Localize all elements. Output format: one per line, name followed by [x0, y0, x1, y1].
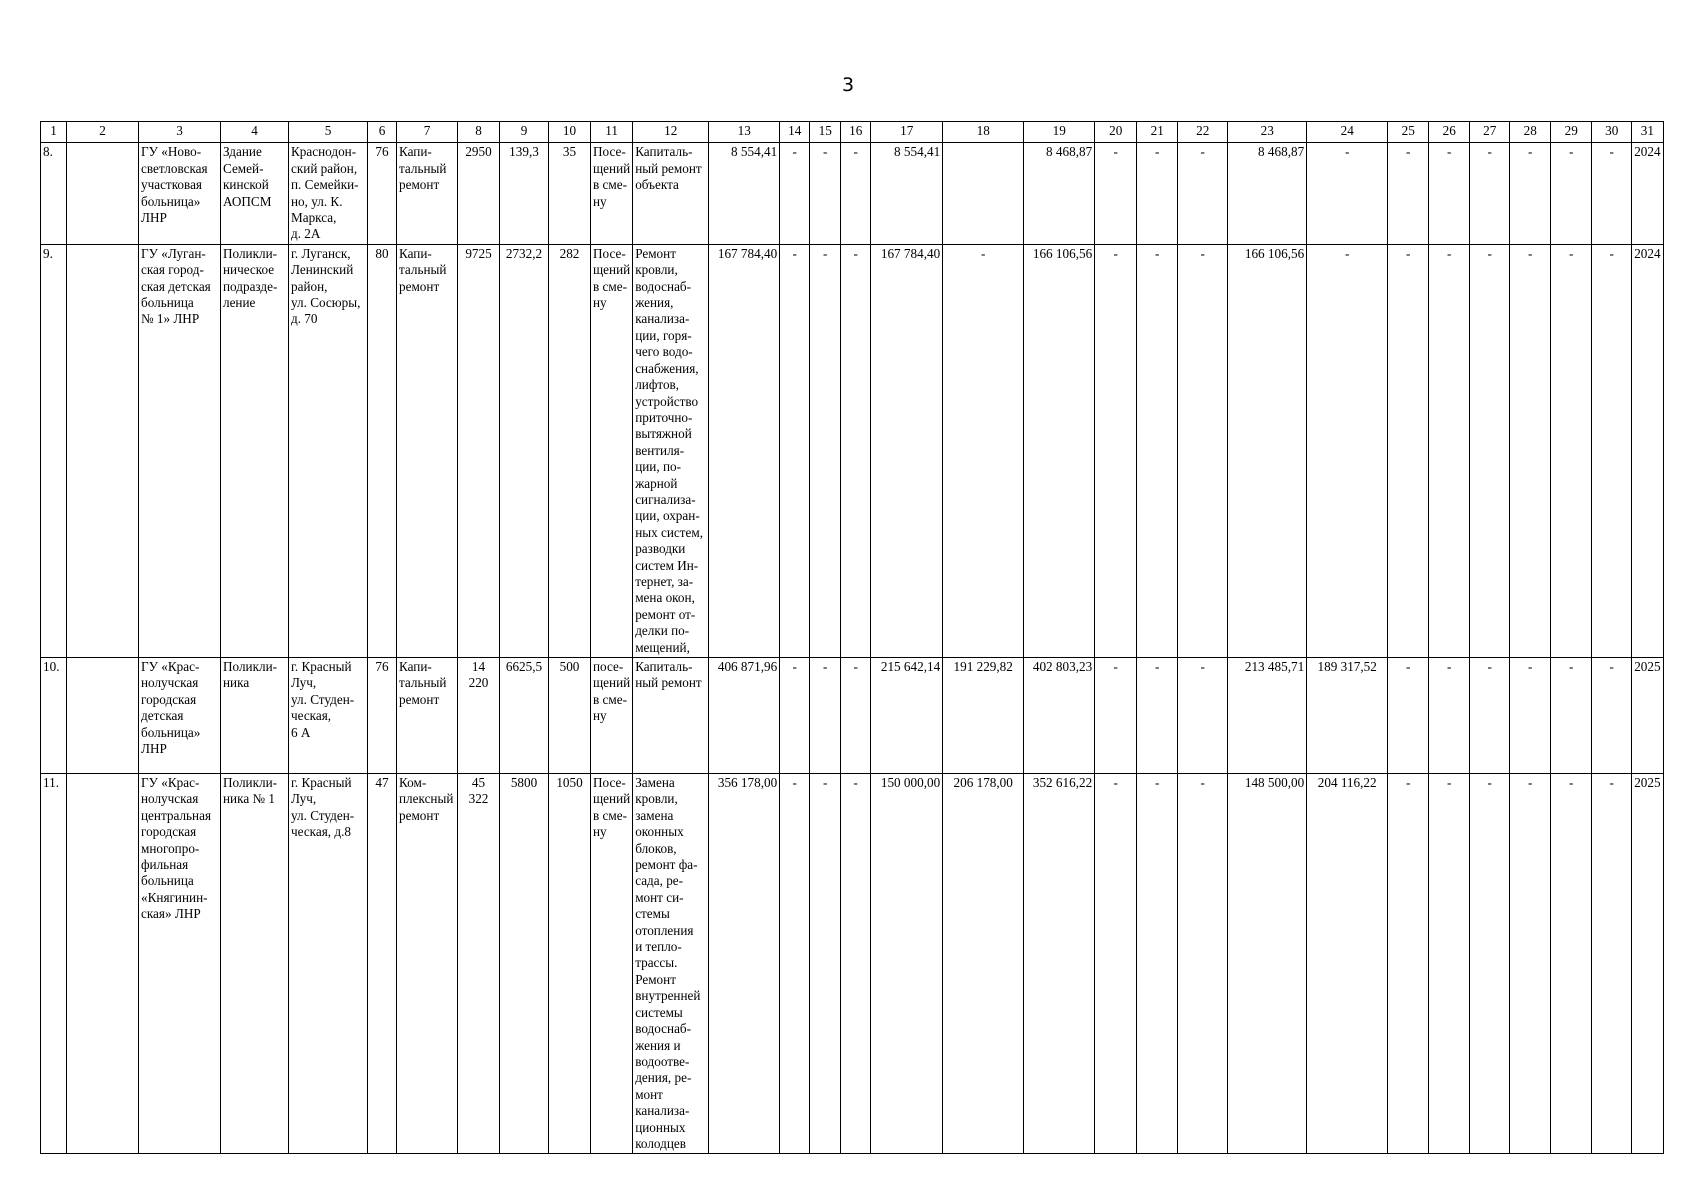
column-header: 30 — [1592, 122, 1632, 143]
object-name-cell: Поликли- ника № 1 — [221, 774, 289, 1154]
cost-cell — [943, 143, 1024, 244]
cell: - — [841, 658, 871, 774]
cost-cell: 8 468,87 — [1228, 143, 1307, 244]
column-header: 19 — [1024, 122, 1095, 143]
object-name-cell: Здание Семей- кинской АОПСМ — [221, 143, 289, 244]
cell: 76 — [368, 143, 397, 244]
address-cell: г. Красный Луч, ул. Студен- ческая, д.8 — [289, 774, 368, 1154]
column-header: 23 — [1228, 122, 1307, 143]
column-number-header-row — [41, 122, 1664, 143]
capacity-unit-cell: Посе- щений в сме- ну — [591, 774, 633, 1154]
cell — [67, 244, 139, 657]
area-cell: 2732,2 — [500, 244, 549, 657]
cost-cell: 148 500,00 — [1228, 774, 1307, 1154]
cell: - — [1429, 658, 1470, 774]
cost-cell: 213 485,71 — [1228, 658, 1307, 774]
institution-cell: ГУ «Крас- нолучская центральная городская многопро- фильная больница «Княгинин- ская» ЛНР — [139, 774, 221, 1154]
work-description-cell: Капиталь- ный ремонт — [633, 658, 709, 774]
cell: - — [1137, 244, 1178, 657]
cost-cell: 166 106,56 — [1024, 244, 1095, 657]
column-header: 8 — [458, 122, 500, 143]
cell: - — [1137, 774, 1178, 1154]
institution-cell: ГУ «Крас- нолучская городская детская больница» ЛНР — [139, 658, 221, 774]
row-number-cell: 9. — [41, 244, 67, 657]
cell: - — [1470, 244, 1510, 657]
area-cell: 5800 — [500, 774, 549, 1154]
capacity-unit-cell: посе- щений в сме- ну — [591, 658, 633, 774]
work-type-cell: Ком- плексный ремонт — [397, 774, 458, 1154]
work-description-cell: Капиталь- ный ремонт объекта — [633, 143, 709, 244]
cell — [67, 774, 139, 1154]
cell: - — [1095, 244, 1137, 657]
cost-cell: 215 642,14 — [871, 658, 943, 774]
cell: - — [1510, 774, 1551, 1154]
cost-cell: 352 616,22 — [1024, 774, 1095, 1154]
capacity-unit-cell: Посе- щений в сме- ну — [591, 244, 633, 657]
column-header: 18 — [943, 122, 1024, 143]
column-header: 31 — [1632, 122, 1663, 143]
cell: 2950 — [458, 143, 500, 244]
total-cost-cell: 356 178,00 — [709, 774, 780, 1154]
cell: - — [841, 143, 871, 244]
column-header: 1 — [41, 122, 67, 143]
cell: - — [1388, 658, 1429, 774]
column-header: 10 — [549, 122, 591, 143]
row-number-cell: 10. — [41, 658, 67, 774]
cost-cell: 167 784,40 — [871, 244, 943, 657]
cost-cell: 204 116,22 — [1307, 774, 1388, 1154]
cell: - — [1095, 658, 1137, 774]
total-cost-cell: 406 871,96 — [709, 658, 780, 774]
row-number-cell: 8. — [41, 143, 67, 244]
cell: 47 — [368, 774, 397, 1154]
cell: 9725 — [458, 244, 500, 657]
area-cell: 6625,5 — [500, 658, 549, 774]
cost-cell: 402 803,23 — [1024, 658, 1095, 774]
column-header: 2 — [67, 122, 139, 143]
column-header: 7 — [397, 122, 458, 143]
cost-cell: 150 000,00 — [871, 774, 943, 1154]
cell: - — [1388, 143, 1429, 244]
cell: 80 — [368, 244, 397, 657]
capacity-cell: 500 — [549, 658, 591, 774]
cell: - — [1429, 244, 1470, 657]
cell: - — [1470, 143, 1510, 244]
capacity-cell: 35 — [549, 143, 591, 244]
column-header: 25 — [1388, 122, 1429, 143]
cell: - — [1388, 774, 1429, 1154]
cell: - — [1388, 244, 1429, 657]
cell: 76 — [368, 658, 397, 774]
cell: - — [1551, 143, 1592, 244]
column-header: 3 — [139, 122, 221, 143]
column-header: 14 — [780, 122, 810, 143]
capacity-cell: 1050 — [549, 774, 591, 1154]
cell: - — [1470, 658, 1510, 774]
cell: - — [1178, 774, 1228, 1154]
work-description-cell: Ремонт кровли, водоснаб- жения, канализа- ции, горя- чего водо- снабжения, лифтов, устройство приточно- вытяжной вентиля- ции, по- жарной сигнализа- ции, охран- ных систем, разводки систем Ин- тернет, за- мена окон, ремонт от- делки по- мещений, — [633, 244, 709, 657]
column-header: 15 — [810, 122, 841, 143]
cell: - — [1592, 244, 1632, 657]
cell: - — [1178, 658, 1228, 774]
cost-cell: 8 468,87 — [1024, 143, 1095, 244]
column-header: 5 — [289, 122, 368, 143]
cell: - — [780, 774, 810, 1154]
cell: - — [780, 244, 810, 657]
column-header: 16 — [841, 122, 871, 143]
cost-cell: - — [1307, 143, 1388, 244]
cell: - — [810, 774, 841, 1154]
row-number-cell: 11. — [41, 774, 67, 1154]
cell: - — [1510, 658, 1551, 774]
capital-repair-table — [40, 121, 1664, 1154]
cell: - — [810, 143, 841, 244]
column-header: 22 — [1178, 122, 1228, 143]
table-row — [41, 244, 1664, 657]
cost-cell: - — [1307, 244, 1388, 657]
address-cell: г. Красный Луч, ул. Студен- ческая, 6 А — [289, 658, 368, 774]
work-type-cell: Капи- тальный ремонт — [397, 143, 458, 244]
cost-cell: 8 554,41 — [871, 143, 943, 244]
cell: - — [810, 658, 841, 774]
cell: - — [1592, 143, 1632, 244]
table-row — [41, 658, 1664, 774]
cell: - — [1095, 774, 1137, 1154]
column-header: 24 — [1307, 122, 1388, 143]
cell: - — [1470, 774, 1510, 1154]
cost-cell: 189 317,52 — [1307, 658, 1388, 774]
cost-cell: 166 106,56 — [1228, 244, 1307, 657]
cell: - — [1095, 143, 1137, 244]
cost-cell: 206 178,00 — [943, 774, 1024, 1154]
cost-cell: 191 229,82 — [943, 658, 1024, 774]
column-header: 17 — [871, 122, 943, 143]
cell: - — [1551, 658, 1592, 774]
column-header: 27 — [1470, 122, 1510, 143]
column-header: 29 — [1551, 122, 1592, 143]
table-row — [41, 774, 1664, 1154]
year-cell: 2024 — [1632, 143, 1663, 244]
cell — [67, 143, 139, 244]
column-header: 4 — [221, 122, 289, 143]
cell: - — [1137, 658, 1178, 774]
cell: - — [1178, 244, 1228, 657]
cell — [67, 658, 139, 774]
work-type-cell: Капи- тальный ремонт — [397, 244, 458, 657]
cell: - — [1429, 774, 1470, 1154]
cell: - — [780, 658, 810, 774]
cell: - — [1429, 143, 1470, 244]
cell: - — [1551, 774, 1592, 1154]
column-header: 21 — [1137, 122, 1178, 143]
work-description-cell: Замена кровли, замена оконных блоков, ремонт фа- сада, ре- монт си- стемы отопления и тепло- трассы. Ремонт внутренней системы водоснаб- жения и водоотве- дения, ре- монт канализа- ционных колодцев — [633, 774, 709, 1154]
column-header: 6 — [368, 122, 397, 143]
institution-cell: ГУ «Ново- светловская участковая больница» ЛНР — [139, 143, 221, 244]
cell: - — [1510, 244, 1551, 657]
cell: 14 220 — [458, 658, 500, 774]
cell: - — [780, 143, 810, 244]
work-type-cell: Капи- тальный ремонт — [397, 658, 458, 774]
column-header: 9 — [500, 122, 549, 143]
cell: - — [1592, 774, 1632, 1154]
address-cell: Краснодон- ский район, п. Семейки- но, ул. К. Маркса, д. 2А — [289, 143, 368, 244]
column-header: 12 — [633, 122, 709, 143]
object-name-cell: Поликли- ническое подразде- ление — [221, 244, 289, 657]
object-name-cell: Поликли- ника — [221, 658, 289, 774]
column-header: 20 — [1095, 122, 1137, 143]
year-cell: 2025 — [1632, 774, 1663, 1154]
area-cell: 139,3 — [500, 143, 549, 244]
cell: - — [1178, 143, 1228, 244]
total-cost-cell: 167 784,40 — [709, 244, 780, 657]
cell: - — [1510, 143, 1551, 244]
address-cell: г. Луганск, Ленинский район, ул. Сосюры, д. 70 — [289, 244, 368, 657]
capacity-cell: 282 — [549, 244, 591, 657]
institution-cell: ГУ «Луган- ская город- ская детская больница № 1» ЛНР — [139, 244, 221, 657]
cell: - — [1551, 244, 1592, 657]
column-header: 28 — [1510, 122, 1551, 143]
year-cell: 2025 — [1632, 658, 1663, 774]
cell: - — [841, 774, 871, 1154]
cell: - — [1592, 658, 1632, 774]
cost-cell: - — [943, 244, 1024, 657]
column-header: 11 — [591, 122, 633, 143]
cell: - — [841, 244, 871, 657]
year-cell: 2024 — [1632, 244, 1663, 657]
capacity-unit-cell: Посе- щений в сме- ну — [591, 143, 633, 244]
column-header: 26 — [1429, 122, 1470, 143]
page-number: 3 — [841, 74, 855, 96]
cell: - — [810, 244, 841, 657]
cell: - — [1137, 143, 1178, 244]
cell: 45 322 — [458, 774, 500, 1154]
column-header: 13 — [709, 122, 780, 143]
table-row — [41, 143, 1664, 244]
total-cost-cell: 8 554,41 — [709, 143, 780, 244]
